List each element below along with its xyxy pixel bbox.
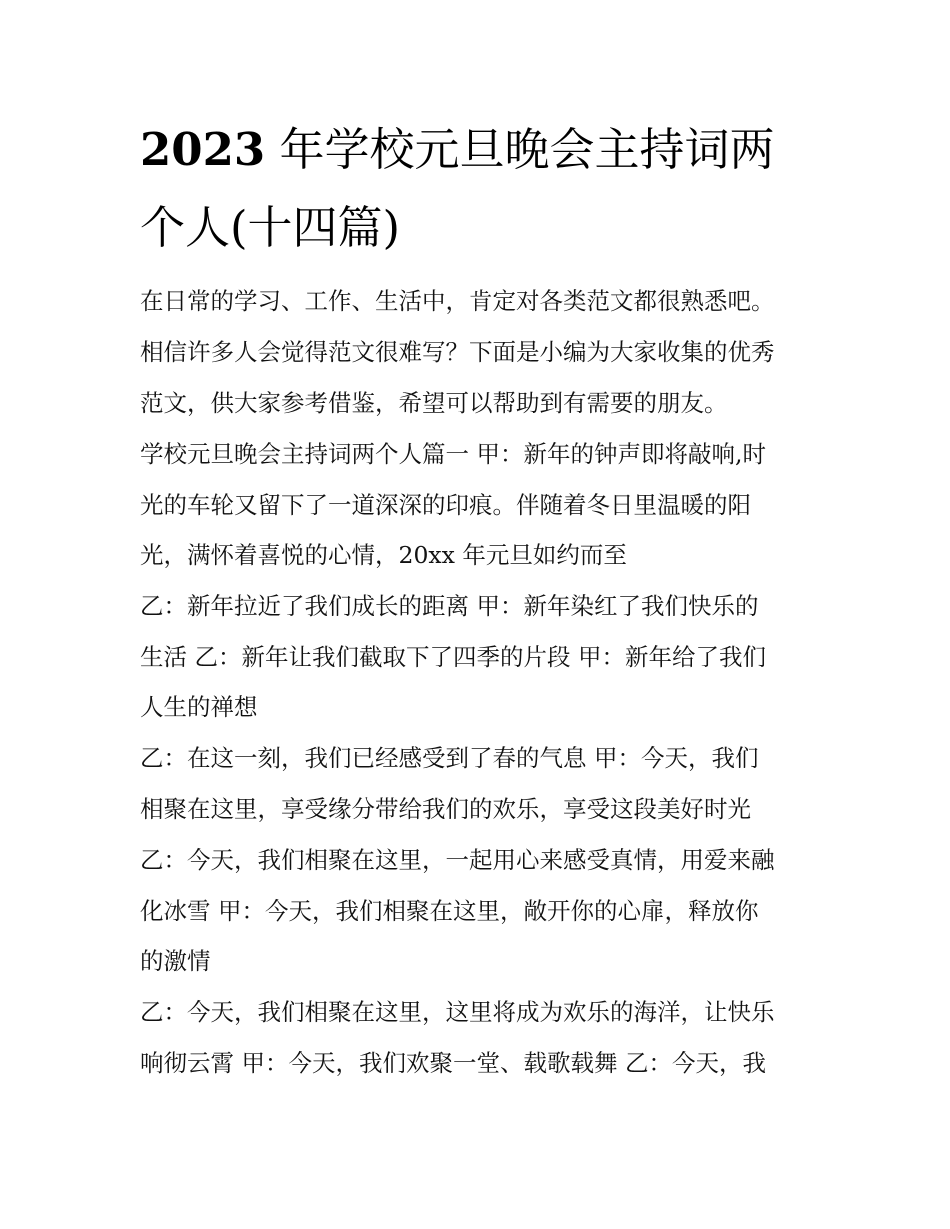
paragraph-line: 光，满怀着喜悦的心情，20xx 年元旦如约而至 (140, 541, 627, 569)
paragraph-line: 乙：新年拉近了我们成长的距离 甲：新年染红了我们快乐的 (140, 592, 759, 620)
paragraph-line: 相聚在这里，享受缘分带给我们的欢乐，享受这段美好时光 (140, 795, 751, 823)
paragraph-line: 化冰雪 甲：今天，我们相聚在这里，敞开你的心扉，释放你 (140, 897, 759, 925)
paragraph-line: 光的车轮又留下了一道深深的印痕。伴随着冬日里温暖的阳 (140, 491, 751, 519)
title-year: 2023 (140, 123, 266, 176)
paragraph-line: 乙：今天，我们相聚在这里，这里将成为欢乐的海洋，让快乐 (140, 998, 775, 1026)
paragraph-line: 生活 乙：新年让我们截取下了四季的片段 甲：新年给了我们 (140, 643, 766, 671)
paragraph-line: 的激情 (140, 947, 211, 975)
paragraph-line: 在日常的学习、工作、生活中，肯定对各类范文都很熟悉吧。 (140, 287, 775, 315)
document-title-line-1 (140, 120, 775, 180)
paragraph-line: 相信许多人会觉得范文很难写？下面是小编为大家收集的优秀 (140, 338, 775, 366)
title-text: 年学校元旦晚会主持词两 (265, 123, 775, 176)
paragraph-line: 响彻云霄 甲：今天，我们欢聚一堂、载歌载舞 乙：今天，我 (140, 1049, 766, 1077)
paragraph-line: 乙：今天，我们相聚在这里，一起用心来感受真情，用爱来融 (140, 846, 775, 874)
paragraph-line: 乙：在这一刻，我们已经感受到了春的气息 甲：今天，我们 (140, 744, 759, 772)
document-title-line-2: 个人(十四篇) (140, 201, 401, 254)
paragraph-line: 学校元旦晚会主持词两个人篇一 甲：新年的钟声即将敲响,时 (140, 440, 766, 468)
paragraph-line: 人生的禅想 (140, 693, 258, 721)
paragraph-line: 范文，供大家参考借鉴，希望可以帮助到有需要的朋友。 (140, 389, 728, 417)
